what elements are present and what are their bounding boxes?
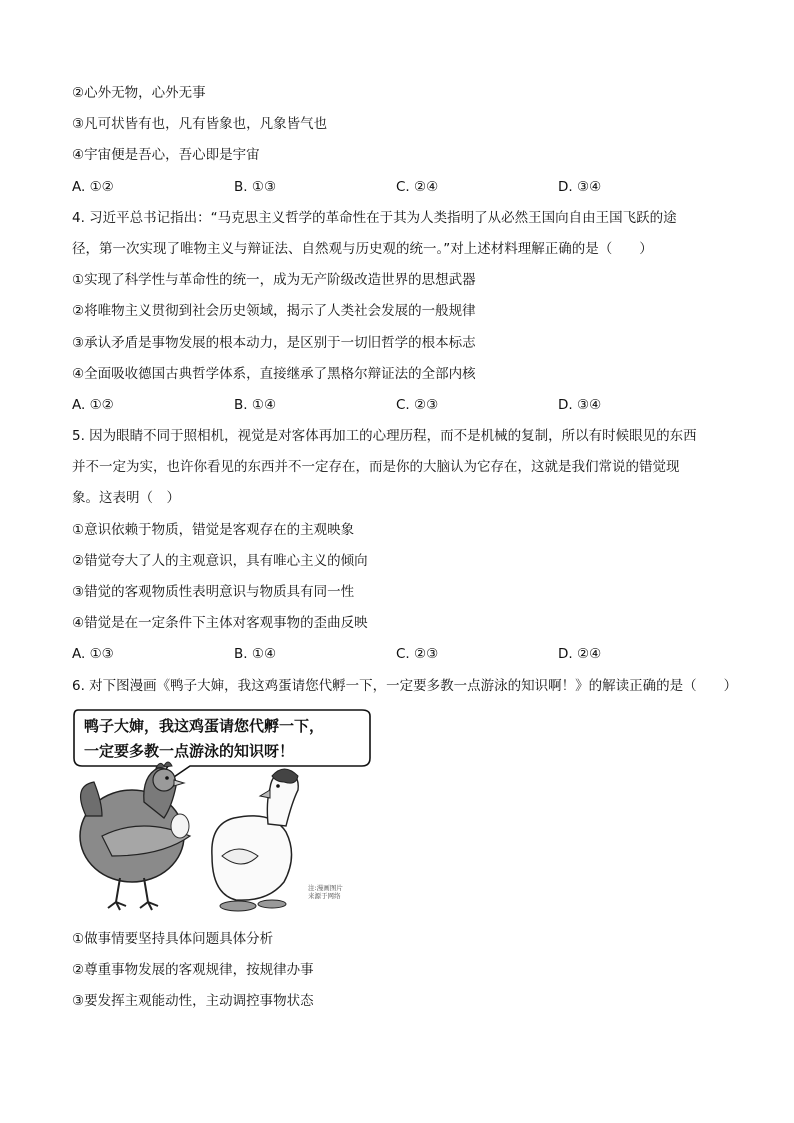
- q4-item-4: ④全面吸收德国古典哲学体系，直接继承了黑格尔辩证法的全部内核: [72, 365, 476, 382]
- q5-option-c[interactable]: C. ②③: [396, 646, 439, 663]
- q4-item-2: ②将唯物主义贯彻到社会历史领域，揭示了人类社会发展的一般规律: [72, 303, 476, 320]
- q3-option-b[interactable]: B. ①③: [234, 178, 277, 195]
- image-credit: [308, 884, 343, 900]
- q4-item-3: ③承认矛盾是事物发展的根本动力，是区别于一切旧哲学的根本标志: [72, 334, 476, 351]
- speech-bubble-line-1: 鸭子大婶，我这鸡蛋请您代孵一下，: [84, 716, 325, 735]
- speech-bubble: [84, 714, 374, 764]
- q4-option-c[interactable]: C. ②③: [396, 396, 439, 413]
- q4-option-a[interactable]: A. ①②: [72, 396, 114, 413]
- q5-stem-line-2: 并不一定为实，也许你看见的东西并不一定存在，而是你的大脑认为它存在，这就是我们常说的错觉现: [72, 459, 680, 476]
- q5-option-b[interactable]: B. ①④: [234, 646, 277, 663]
- q5-stem-line-3: 象。这表明（ ）: [72, 490, 180, 507]
- q3-item-2: ②心外无物，心外无事: [72, 85, 206, 101]
- image-credit-line-2: 来源于网络: [308, 891, 341, 900]
- q3-item-4: ④宇宙便是吾心，吾心即是宇宙: [72, 147, 260, 164]
- cartoon-image: [72, 706, 372, 922]
- q5-item-4: ④错觉是在一定条件下主体对客观事物的歪曲反映: [72, 615, 368, 632]
- q3-item-3: ③凡可状皆有也，凡有皆象也，凡象皆气也: [72, 116, 328, 133]
- q4-item-1: ①实现了科学性与革命性的统一，成为无产阶级改造世界的思想武器: [72, 272, 476, 289]
- q5-item-1: ①意识依赖于物质，错觉是客观存在的主观映象: [72, 521, 355, 538]
- q5-stem-line-1: 5. 因为眼睛不同于照相机，视觉是对客体再加工的心理历程，而不是机械的复制，所以有时候眼见的东西: [72, 428, 697, 445]
- q5-item-3: ③错觉的客观物质性表明意识与物质具有同一性: [72, 584, 355, 600]
- image-credit-line-1: 注:漫画图片: [308, 883, 343, 892]
- q5-options: [72, 639, 732, 670]
- q6-item-1: ①做事情要坚持具体问题具体分析: [72, 930, 274, 947]
- q4-option-b[interactable]: B. ①④: [234, 396, 277, 413]
- q6-item-3: ③要发挥主观能动性，主动调控事物状态: [72, 993, 314, 1010]
- q5-option-a[interactable]: A. ①③: [72, 646, 114, 663]
- q3-option-c[interactable]: C. ②④: [396, 178, 439, 195]
- q4-stem-line-1: 4. 习近平总书记指出：“马克思主义哲学的革命性在于其为人类指明了从必然王国向自由王国飞跃的途: [72, 209, 677, 226]
- exam-page: [72, 78, 738, 1017]
- q3-option-d[interactable]: D. ③④: [558, 178, 602, 195]
- q5-item-2: ②错觉夸大了人的主观意识，具有唯心主义的倾向: [72, 552, 368, 569]
- speech-bubble-line-2: 一定要多教一点游泳的知识呀！: [84, 741, 295, 760]
- q5-option-d[interactable]: D. ②④: [558, 646, 602, 663]
- q4-stem-line-2: 径，第一次实现了唯物主义与辩证法、自然观与历史观的统一。”对上述材料理解正确的是（ ）: [72, 240, 653, 257]
- q4-options: [72, 390, 732, 421]
- q6-item-2: ②尊重事物发展的客观规律，按规律办事: [72, 961, 314, 978]
- q4-option-d[interactable]: D. ③④: [558, 396, 602, 413]
- q3-option-a[interactable]: A. ①②: [72, 178, 114, 195]
- q3-options: [72, 172, 732, 203]
- q6-stem: 6. 对下图漫画《鸭子大婶，我这鸡蛋请您代孵一下，一定要多教一点游泳的知识啊！》的解读正确的是（ ）: [72, 677, 738, 694]
